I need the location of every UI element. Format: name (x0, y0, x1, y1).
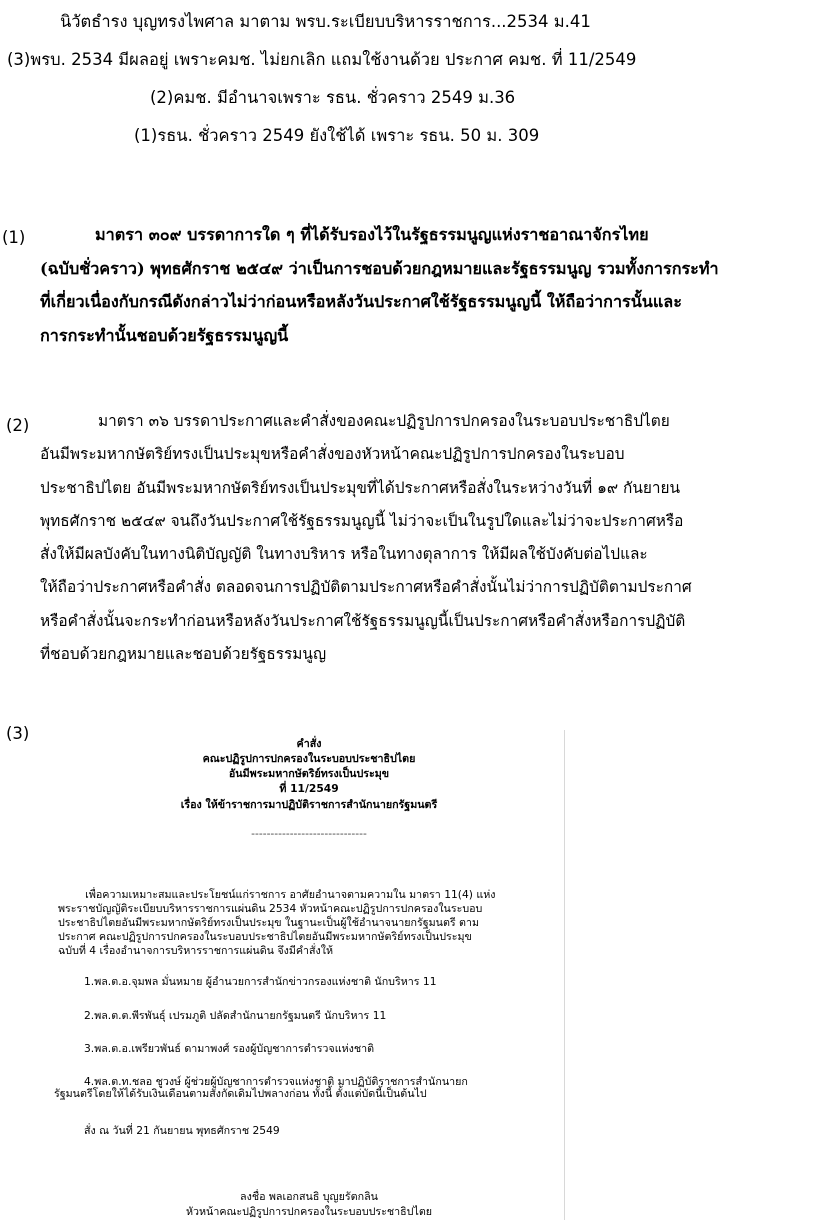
order-body-line: พระราชบัญญัติระเบียบบริหารราชการแผ่นดิน 2534 หัวหน้าคณะปฏิรูปการปกครองในระบอบ (58, 902, 483, 915)
order-body-line: ประชาธิปไตยอันมีพระมหากษัตริย์ทรงเป็นประมุข ในฐานะเป็นผู้ใช้อำนาจนายกรัฐมนตรี ตาม (58, 916, 480, 929)
order-item-continuation: รัฐมนตรีโดยให้ได้รับเงินเดือนตามสังกัดเดิมไปพลางก่อน ทั้งนี้ ตั้งแต่บัดนี้เป็นต้นไป (54, 1087, 427, 1100)
order-item: 3.พล.ต.อ.เพรียวพันธ์ ดามาพงศ์ รองผู้บัญชาการตำรวจแห่งชาติ (84, 1042, 375, 1055)
text-line: หรือคำสั่งนั้นจะกระทำก่อนหรือหลังวันประกาศใช้รัฐธรรมนูญนี้เป็นประกาศหรือคำสั่งหรือการปฏิบัติ (40, 611, 686, 630)
text-line: การกระทำนั้นชอบด้วยรัฐธรรมนูญนี้ (40, 325, 289, 345)
section-1-constitution-2550-article-309 (40, 218, 800, 352)
text-line: มาตรา ๓๖ บรรดาประกาศและคำสั่งของคณะปฏิรูปการปกครองในระบอบประชาธิปไตย (98, 412, 670, 430)
section-2-interim-constitution-article-36 (40, 405, 800, 671)
order-item: 1.พล.ต.อ.จุมพล มั่นหมาย ผู้อำนวยการสำนักข่าวกรองแห่งชาติ นักบริหาร 11 (84, 975, 437, 988)
order-item: 2.พล.ต.ต.พีรพันธุ์ เปรมภูติ ปลัดสำนักนายกรัฐมนตรี นักบริหาร 11 (84, 1009, 387, 1022)
header-line-4: (1)รธน. ชั่วคราว 2549 ยังใช้ได้ เพราะ รธน. 50 ม. 309 (134, 126, 540, 145)
header-line-3: (2)คมช. มีอำนาจเพราะ รธน. ชั่วคราว 2549 ม.36 (150, 88, 516, 107)
text-line: สั่งให้มีผลบังคับในทางนิติบัญญัติ ในทางบริหาร หรือในทางตุลาการ ให้มีผลใช้บังคับต่อไปและ (40, 545, 648, 564)
order-body-line: ฉบับที่ 4 เรื่องอำนาจการบริหารราชการแผ่นดิน จึงมีคำสั่งให้ (58, 944, 334, 957)
order-issuer-line-2: อันมีพระมหากษัตริย์ทรงเป็นประมุข (228, 767, 390, 780)
text-line: อันมีพระมหากษัตริย์ทรงเป็นประมุขหรือคำสั่งของหัวหน้าคณะปฏิรูปการปกครองในระบอบ (40, 445, 625, 464)
text-line: ประชาธิปไตย อันมีพระมหากษัตริย์ทรงเป็นประมุขที่ได้ประกาศหรือสั่งในระหว่างวันที่ ๑๙ กันยายน (40, 478, 681, 497)
order-dated: สั่ง ณ วันที่ 21 กันยายน พุทธศักราช 2549 (84, 1124, 280, 1137)
header-line-2: (3)พรบ. 2534 มีผลอยู่ เพราะคมช. ไม่ยกเลิก แถมใช้งานด้วย ประกาศ คมช. ที่ 11/2549 (7, 50, 637, 69)
order-signed: ลงชื่อ พลเอกสนธิ บุญยรัตกลิน (240, 1190, 378, 1203)
section-2-marker: (2) (6, 416, 30, 435)
order-number: ที่ 11/2549 (279, 782, 339, 795)
order-divider: ------------------------------ (251, 827, 367, 840)
section-1-marker: (1) (2, 228, 26, 247)
order-document-11-2549 (54, 730, 565, 1220)
order-subject: เรื่อง ให้ข้าราชการมาปฏิบัติราชการสำนักนายกรัฐมนตรี (180, 798, 438, 811)
text-line: ที่เกี่ยวเนื่องกับกรณีดังกล่าวไม่ว่าก่อนหรือหลังวันประกาศใช้รัฐธรรมนูญนี้ ให้ถือว่าการนั้นและ (40, 292, 682, 311)
text-line: ให้ถือว่าประกาศหรือคำสั่ง ตลอดจนการปฏิบัติตามประกาศหรือคำสั่งนั้นไม่ว่าการปฏิบัติตามประกาศ (40, 578, 692, 597)
section-3-marker: (3) (6, 724, 30, 743)
order-title: คำสั่ง (296, 737, 322, 750)
order-body-line: ประกาศ คณะปฏิรูปการปกครองในระบอบประชาธิปไตยอันมีพระมหากษัตริย์ทรงเป็นประมุข (58, 930, 472, 943)
order-signer-title: หัวหน้าคณะปฏิรูปการปกครองในระบอบประชาธิปไตย (185, 1205, 433, 1218)
text-line: มาตรา ๓๐๙ บรรดาการใด ๆ ที่ได้รับรองไว้ในรัฐธรรมนูญแห่งราชอาณาจักรไทย (95, 225, 649, 244)
text-line: ที่ชอบด้วยกฎหมายและชอบด้วยรัฐธรรมนูญ (40, 645, 327, 664)
order-issuer-line-1: คณะปฏิรูปการปกครองในระบอบประชาธิปไตย (202, 752, 416, 765)
header-line-1: นิวัตธำรง บุญทรงไพศาล มาตาม พรบ.ระเบียบบริหารราชการ...2534 ม.41 (60, 12, 591, 31)
order-body-line: เพื่อความเหมาะสมและประโยชน์แก่ราชการ อาศัยอำนาจตามความใน มาตรา 11(4) แห่ง (58, 888, 496, 901)
order-item: 4.พล.ต.ท.ชลอ ชูวงษ์ ผู้ช่วยผู้บัญชาการตำรวจแห่งชาติ มาปฏิบัติราชการสำนักนายก (84, 1075, 468, 1088)
text-line: พุทธศักราช ๒๕๔๙ จนถึงวันประกาศใช้รัฐธรรมนูญนี้ ไม่ว่าจะเป็นในรูปใดและไม่ว่าจะประกาศหรือ (40, 511, 684, 530)
text-line: (ฉบับชั่วคราว) พุทธศักราช ๒๕๔๙ ว่าเป็นการชอบด้วยกฎหมายและรัฐธรรมนูญ รวมทั้งการกระทำ (40, 258, 719, 278)
